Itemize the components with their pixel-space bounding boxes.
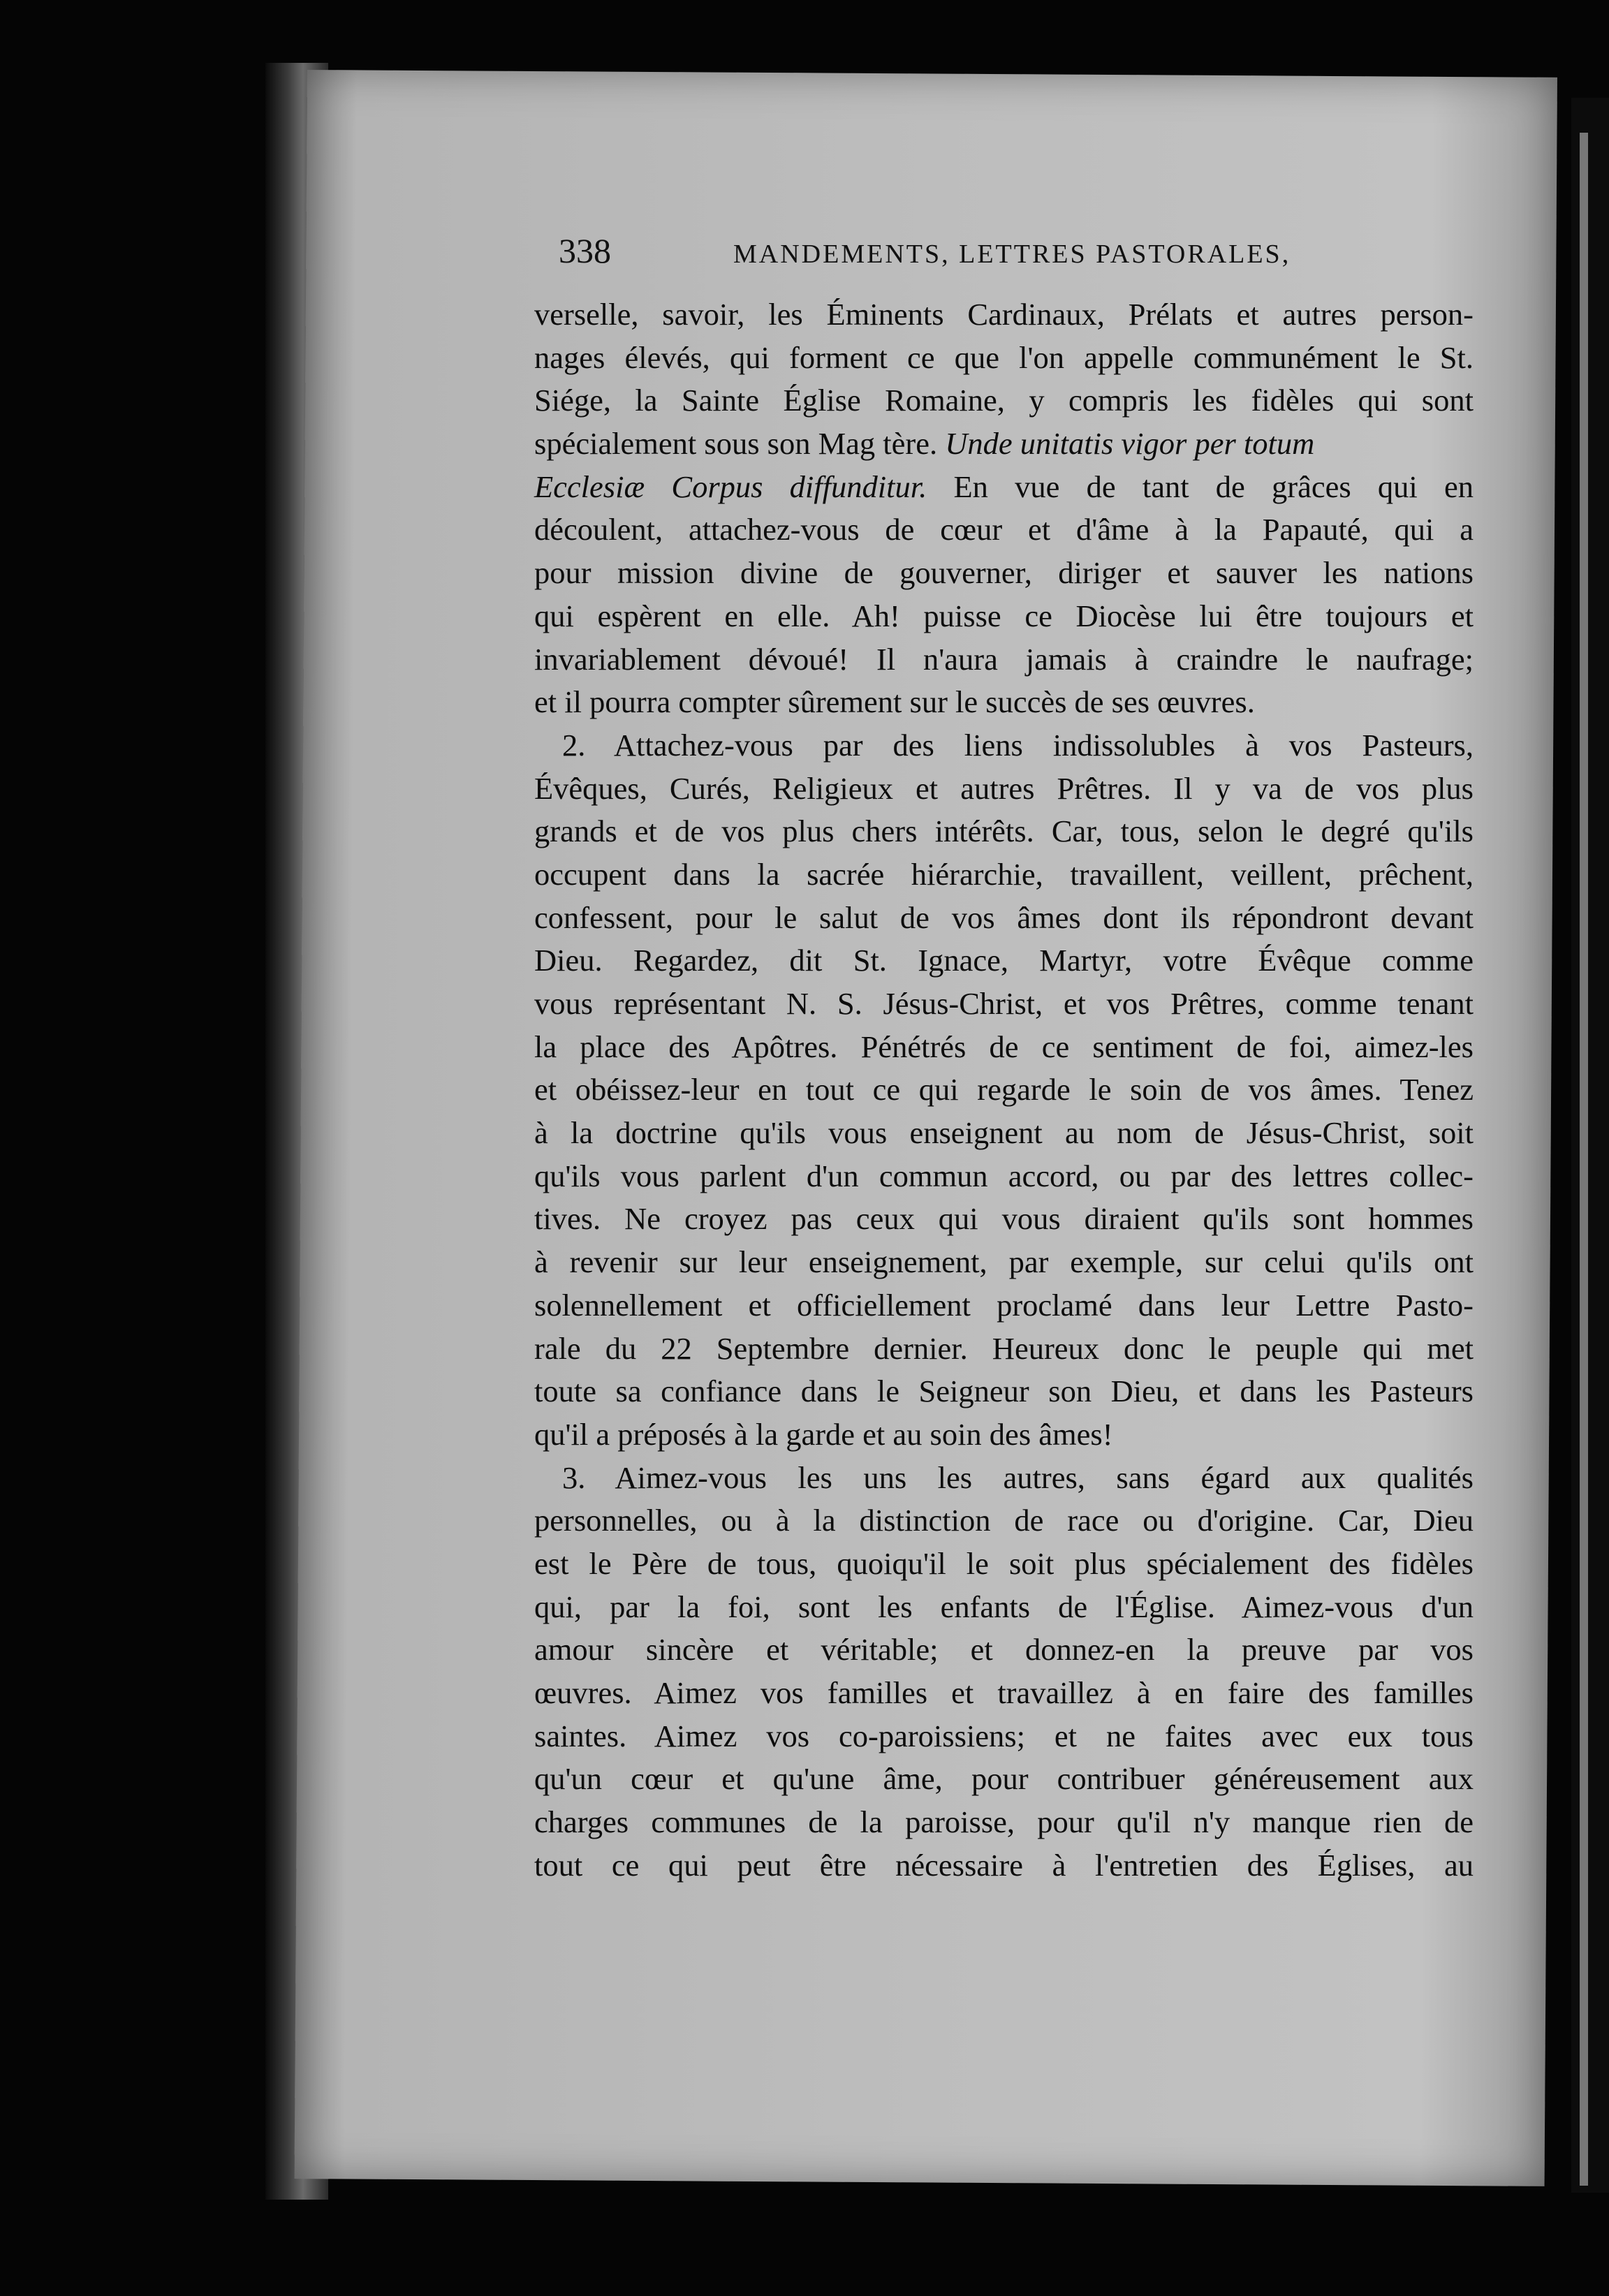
adjacent-page-edge bbox=[1571, 98, 1609, 2193]
text-run: découlent, attachez-vous de cœur et d'âme à la Papauté, qui a bbox=[534, 512, 1474, 547]
text-run: 2. Attachez-vous par des liens indissolubles à vos Pasteurs, bbox=[562, 727, 1474, 763]
text-line bbox=[534, 1628, 1474, 1672]
text-run: et il pourra compter sûrement sur le succès de ses œuvres. bbox=[534, 684, 1255, 720]
text-run: nages élevés, qui forment ce que l'on appelle communément le St. bbox=[534, 339, 1474, 375]
text-run: saintes. Aimez vos co-paroissiens; et ne faites avec eux tous bbox=[534, 1718, 1474, 1753]
text-line bbox=[534, 422, 1474, 466]
text-line bbox=[534, 724, 1474, 767]
text-line bbox=[534, 1198, 1474, 1241]
text-run: 3. Aimez-vous les uns les autres, sans égard aux qualités bbox=[562, 1459, 1474, 1495]
text-line bbox=[534, 810, 1474, 853]
text-line bbox=[534, 1672, 1474, 1715]
text-line bbox=[534, 1026, 1474, 1069]
text-run: amour sincère et véritable; et donnez-en la preuve par vos bbox=[534, 1632, 1474, 1668]
text-run: occupent dans la sacrée hiérarchie, travaillent, veillent, prêchent, bbox=[534, 856, 1474, 892]
text-line bbox=[534, 681, 1474, 724]
text-run: tout ce qui peut être nécessaire à l'entretien des Églises, au bbox=[534, 1847, 1474, 1883]
text-line bbox=[534, 853, 1474, 897]
text-run: verselle, savoir, les Éminents Cardinaux, Prélats et autres person- bbox=[534, 297, 1474, 332]
text-run: solennellement et officiellement proclamé dans leur Lettre Pasto- bbox=[534, 1287, 1474, 1323]
text-run: grands et de vos plus chers intérêts. Car, tous, selon le degré qu'ils bbox=[534, 814, 1474, 849]
italic-phrase: Unde unitatis vigor per totum bbox=[937, 426, 1315, 462]
text-line bbox=[534, 1844, 1474, 1887]
body-text bbox=[534, 293, 1474, 1887]
text-run: Dieu. Regardez, dit St. Ignace, Martyr, votre Évêque comme bbox=[534, 943, 1474, 978]
page-number: 338 bbox=[559, 231, 611, 270]
text-line bbox=[534, 379, 1474, 422]
text-run: et obéissez-leur en tout ce qui regarde le soin de vos âmes. Tenez bbox=[534, 1072, 1474, 1107]
text-run: qu'ils vous parlent d'un commun accord, ou par des lettres collec- bbox=[534, 1158, 1474, 1193]
text-run: qu'il a préposés à la garde et au soin des âmes! bbox=[534, 1416, 1113, 1452]
text-run: vous représentant N. S. Jésus-Christ, et vos Prêtres, comme tenant bbox=[534, 986, 1474, 1021]
text-run: charges communes de la paroisse, pour qu'il n'y manque rien de bbox=[534, 1804, 1474, 1840]
text-line bbox=[534, 1370, 1474, 1413]
text-line bbox=[534, 1068, 1474, 1112]
text-line bbox=[534, 1499, 1474, 1543]
text-run: personnelles, ou à la distinction de race ou d'origine. Car, Dieu bbox=[534, 1503, 1474, 1538]
text-line bbox=[534, 1543, 1474, 1586]
text-line bbox=[534, 1801, 1474, 1844]
text-line bbox=[534, 897, 1474, 940]
text-line bbox=[534, 595, 1474, 638]
text-line bbox=[534, 1112, 1474, 1155]
text-run: toute sa confiance dans le Seigneur son Dieu, et dans les Pasteurs bbox=[534, 1374, 1474, 1409]
text-run: invariablement dévoué! Il n'aura jamais à craindre le naufrage; bbox=[534, 641, 1474, 677]
text-run: spécialement sous son Mag tère. bbox=[534, 426, 938, 462]
text-line bbox=[534, 939, 1474, 983]
text-line bbox=[534, 1155, 1474, 1198]
text-line bbox=[534, 1327, 1474, 1371]
text-line bbox=[534, 1715, 1474, 1758]
text-run: rale du 22 Septembre dernier. Heureux donc le peuple qui met bbox=[534, 1330, 1474, 1366]
text-line bbox=[534, 552, 1474, 595]
page-header bbox=[559, 230, 1487, 279]
text-line bbox=[534, 1457, 1474, 1500]
text-run: la place des Apôtres. Pénétrés de ce sentiment de foi, aimez-les bbox=[534, 1029, 1474, 1064]
text-run: En vue de tant de grâces qui en bbox=[927, 469, 1474, 504]
text-line bbox=[534, 1586, 1474, 1629]
text-line bbox=[534, 983, 1474, 1026]
text-line bbox=[534, 1241, 1474, 1284]
text-line bbox=[534, 767, 1474, 811]
text-run: est le Père de tous, quoiqu'il le soit plus spécialement des fidèles bbox=[534, 1545, 1474, 1581]
italic-phrase: Ecclesiæ Corpus diffunditur. bbox=[534, 469, 927, 504]
running-head: MANDEMENTS, LETTRES PASTORALES, bbox=[733, 240, 1291, 269]
text-run: Siége, la Sainte Église Romaine, y compris les fidèles qui sont bbox=[534, 383, 1474, 418]
text-run: qui espèrent en elle. Ah! puisse ce Diocèse lui être toujours et bbox=[534, 598, 1474, 633]
text-run: qu'un cœur et qu'une âme, pour contribuer généreusement aux bbox=[534, 1761, 1474, 1797]
text-line bbox=[534, 508, 1474, 552]
text-line bbox=[534, 638, 1474, 682]
text-line bbox=[534, 1284, 1474, 1327]
text-run: œuvres. Aimez vos familles et travaillez à en faire des familles bbox=[534, 1675, 1474, 1710]
text-run: pour mission divine de gouverner, diriger et sauver les nations bbox=[534, 555, 1474, 591]
text-line bbox=[534, 293, 1474, 337]
text-run: confessent, pour le salut de vos âmes dont ils répondront devant bbox=[534, 899, 1474, 935]
text-run: à la doctrine qu'ils vous enseignent au nom de Jésus-Christ, soit bbox=[534, 1115, 1474, 1151]
text-run: à revenir sur leur enseignement, par exemple, sur celui qu'ils ont bbox=[534, 1244, 1474, 1280]
text-run: tives. Ne croyez pas ceux qui vous diraient qu'ils sont hommes bbox=[534, 1201, 1474, 1237]
text-line bbox=[534, 1758, 1474, 1801]
adjacent-page-strip bbox=[1580, 133, 1588, 2186]
text-line bbox=[534, 1413, 1474, 1457]
text-line bbox=[534, 337, 1474, 380]
text-line bbox=[534, 466, 1474, 509]
text-run: Évêques, Curés, Religieux et autres Prêtres. Il y va de vos plus bbox=[534, 770, 1474, 806]
text-run: qui, par la foi, sont les enfants de l'Église. Aimez-vous d'un bbox=[534, 1589, 1474, 1624]
